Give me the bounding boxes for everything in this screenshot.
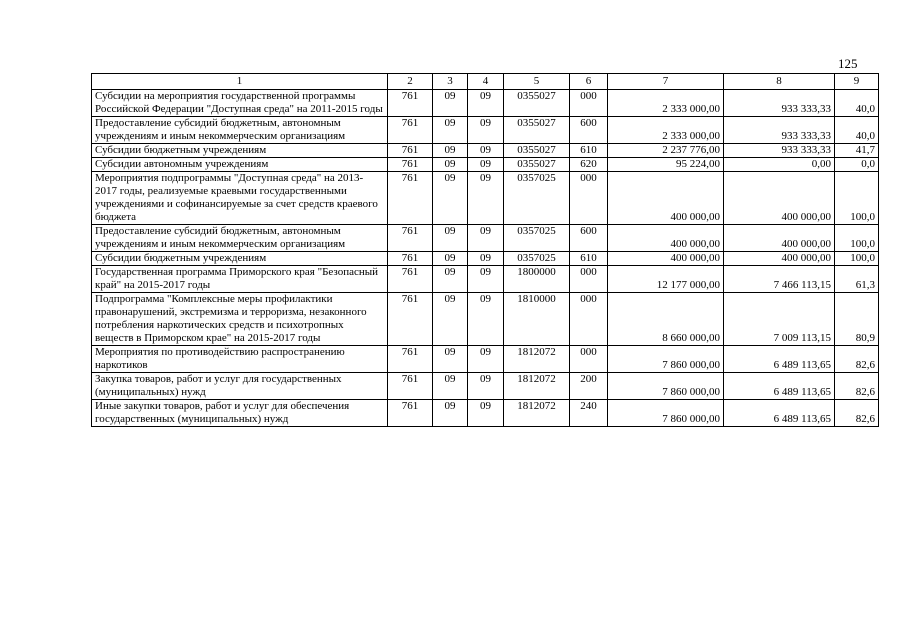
target-article-code: 0357025 bbox=[504, 252, 570, 266]
header-cell: 5 bbox=[504, 74, 570, 90]
expense-name: Субсидии бюджетным учреждениям bbox=[92, 252, 388, 266]
expense-type-code: 600 bbox=[570, 117, 608, 144]
executed-amount: 400 000,00 bbox=[724, 252, 835, 266]
subsection-code: 09 bbox=[468, 373, 504, 400]
section-code: 09 bbox=[433, 373, 468, 400]
planned-amount: 2 333 000,00 bbox=[608, 117, 724, 144]
planned-amount: 400 000,00 bbox=[608, 252, 724, 266]
expense-name: Иные закупки товаров, работ и услуг для обеспечения государственных (муниципальных) нужд bbox=[92, 400, 388, 427]
ministry-code: 761 bbox=[388, 400, 433, 427]
header-cell: 3 bbox=[433, 74, 468, 90]
table-row bbox=[92, 266, 879, 293]
executed-amount: 933 333,33 bbox=[724, 117, 835, 144]
table-row bbox=[92, 90, 879, 117]
execution-percent: 40,0 bbox=[835, 117, 879, 144]
expense-name: Мероприятия по противодействию распространению наркотиков bbox=[92, 346, 388, 373]
ministry-code: 761 bbox=[388, 144, 433, 158]
executed-amount: 6 489 113,65 bbox=[724, 346, 835, 373]
target-article-code: 0355027 bbox=[504, 144, 570, 158]
table-row bbox=[92, 225, 879, 252]
header-cell: 4 bbox=[468, 74, 504, 90]
planned-amount: 2 333 000,00 bbox=[608, 90, 724, 117]
ministry-code: 761 bbox=[388, 225, 433, 252]
table-row bbox=[92, 252, 879, 266]
section-code: 09 bbox=[433, 117, 468, 144]
section-code: 09 bbox=[433, 225, 468, 252]
subsection-code: 09 bbox=[468, 117, 504, 144]
section-code: 09 bbox=[433, 400, 468, 427]
execution-percent: 82,6 bbox=[835, 373, 879, 400]
ministry-code: 761 bbox=[388, 117, 433, 144]
execution-percent: 82,6 bbox=[835, 346, 879, 373]
execution-percent: 61,3 bbox=[835, 266, 879, 293]
execution-percent: 41,7 bbox=[835, 144, 879, 158]
page-number: 125 bbox=[838, 56, 858, 71]
header-row bbox=[92, 74, 879, 90]
table-row bbox=[92, 117, 879, 144]
expense-type-code: 000 bbox=[570, 293, 608, 346]
section-code: 09 bbox=[433, 293, 468, 346]
ministry-code: 761 bbox=[388, 293, 433, 346]
target-article-code: 1800000 bbox=[504, 266, 570, 293]
section-code: 09 bbox=[433, 346, 468, 373]
ministry-code: 761 bbox=[388, 252, 433, 266]
expense-name: Государственная программа Приморского края "Безопасный край" на 2015-2017 годы bbox=[92, 266, 388, 293]
subsection-code: 09 bbox=[468, 90, 504, 117]
section-code: 09 bbox=[433, 266, 468, 293]
execution-percent: 80,9 bbox=[835, 293, 879, 346]
target-article-code: 0357025 bbox=[504, 225, 570, 252]
subsection-code: 09 bbox=[468, 346, 504, 373]
subsection-code: 09 bbox=[468, 158, 504, 172]
expense-name: Мероприятия подпрограммы "Доступная среда" на 2013-2017 годы, реализуемые краевыми государственными учреждениями и софинансируемые за счет средств краевого бюджета bbox=[92, 172, 388, 225]
target-article-code: 1812072 bbox=[504, 373, 570, 400]
planned-amount: 8 660 000,00 bbox=[608, 293, 724, 346]
ministry-code: 761 bbox=[388, 158, 433, 172]
subsection-code: 09 bbox=[468, 225, 504, 252]
section-code: 09 bbox=[433, 252, 468, 266]
table-body bbox=[92, 90, 879, 427]
table-row bbox=[92, 172, 879, 225]
planned-amount: 7 860 000,00 bbox=[608, 400, 724, 427]
executed-amount: 933 333,33 bbox=[724, 90, 835, 117]
executed-amount: 400 000,00 bbox=[724, 225, 835, 252]
subsection-code: 09 bbox=[468, 172, 504, 225]
target-article-code: 0355027 bbox=[504, 117, 570, 144]
planned-amount: 95 224,00 bbox=[608, 158, 724, 172]
executed-amount: 6 489 113,65 bbox=[724, 373, 835, 400]
expense-type-code: 000 bbox=[570, 346, 608, 373]
executed-amount: 0,00 bbox=[724, 158, 835, 172]
executed-amount: 7 466 113,15 bbox=[724, 266, 835, 293]
target-article-code: 0355027 bbox=[504, 158, 570, 172]
subsection-code: 09 bbox=[468, 266, 504, 293]
planned-amount: 12 177 000,00 bbox=[608, 266, 724, 293]
execution-percent: 40,0 bbox=[835, 90, 879, 117]
expense-type-code: 000 bbox=[570, 266, 608, 293]
table-row bbox=[92, 158, 879, 172]
table-header bbox=[92, 74, 879, 90]
ministry-code: 761 bbox=[388, 172, 433, 225]
subsection-code: 09 bbox=[468, 252, 504, 266]
expense-name: Предоставление субсидий бюджетным, автономным учреждениям и иным некоммерческим организациям bbox=[92, 117, 388, 144]
expense-name: Подпрограмма "Комплексные меры профилактики правонарушений, экстремизма и терроризма, незаконного потребления наркотических средств и психотропных веществ в Приморском крае" на 2015-2017 годы bbox=[92, 293, 388, 346]
expense-type-code: 000 bbox=[570, 172, 608, 225]
expense-type-code: 240 bbox=[570, 400, 608, 427]
execution-percent: 100,0 bbox=[835, 252, 879, 266]
executed-amount: 6 489 113,65 bbox=[724, 400, 835, 427]
target-article-code: 0357025 bbox=[504, 172, 570, 225]
expense-name: Закупка товаров, работ и услуг для государственных (муниципальных) нужд bbox=[92, 373, 388, 400]
ministry-code: 761 bbox=[388, 346, 433, 373]
execution-percent: 100,0 bbox=[835, 225, 879, 252]
planned-amount: 2 237 776,00 bbox=[608, 144, 724, 158]
target-article-code: 1810000 bbox=[504, 293, 570, 346]
target-article-code: 1812072 bbox=[504, 346, 570, 373]
header-cell: 1 bbox=[92, 74, 388, 90]
execution-percent: 100,0 bbox=[835, 172, 879, 225]
expense-name: Субсидии автономным учреждениям bbox=[92, 158, 388, 172]
planned-amount: 7 860 000,00 bbox=[608, 373, 724, 400]
header-cell: 2 bbox=[388, 74, 433, 90]
section-code: 09 bbox=[433, 172, 468, 225]
target-article-code: 1812072 bbox=[504, 400, 570, 427]
subsection-code: 09 bbox=[468, 144, 504, 158]
planned-amount: 400 000,00 bbox=[608, 172, 724, 225]
ministry-code: 761 bbox=[388, 373, 433, 400]
expense-name: Предоставление субсидий бюджетным, автономным учреждениям и иным некоммерческим организациям bbox=[92, 225, 388, 252]
expense-name: Субсидии на мероприятия государственной программы Российской Федерации "Доступная среда" на 2011-2015 годы bbox=[92, 90, 388, 117]
header-cell: 6 bbox=[570, 74, 608, 90]
section-code: 09 bbox=[433, 144, 468, 158]
planned-amount: 7 860 000,00 bbox=[608, 346, 724, 373]
table-row bbox=[92, 346, 879, 373]
executed-amount: 7 009 113,15 bbox=[724, 293, 835, 346]
budget-table bbox=[91, 73, 879, 427]
executed-amount: 400 000,00 bbox=[724, 172, 835, 225]
expense-type-code: 600 bbox=[570, 225, 608, 252]
ministry-code: 761 bbox=[388, 90, 433, 117]
expense-type-code: 610 bbox=[570, 252, 608, 266]
table-row bbox=[92, 400, 879, 427]
header-cell: 7 bbox=[608, 74, 724, 90]
ministry-code: 761 bbox=[388, 266, 433, 293]
expense-type-code: 620 bbox=[570, 158, 608, 172]
planned-amount: 400 000,00 bbox=[608, 225, 724, 252]
table-row bbox=[92, 373, 879, 400]
table-row bbox=[92, 293, 879, 346]
subsection-code: 09 bbox=[468, 293, 504, 346]
expense-name: Субсидии бюджетным учреждениям bbox=[92, 144, 388, 158]
table-row bbox=[92, 144, 879, 158]
target-article-code: 0355027 bbox=[504, 90, 570, 117]
expense-type-code: 610 bbox=[570, 144, 608, 158]
header-cell: 8 bbox=[724, 74, 835, 90]
section-code: 09 bbox=[433, 158, 468, 172]
executed-amount: 933 333,33 bbox=[724, 144, 835, 158]
subsection-code: 09 bbox=[468, 400, 504, 427]
execution-percent: 0,0 bbox=[835, 158, 879, 172]
execution-percent: 82,6 bbox=[835, 400, 879, 427]
header-cell: 9 bbox=[835, 74, 879, 90]
expense-type-code: 000 bbox=[570, 90, 608, 117]
expense-type-code: 200 bbox=[570, 373, 608, 400]
section-code: 09 bbox=[433, 90, 468, 117]
